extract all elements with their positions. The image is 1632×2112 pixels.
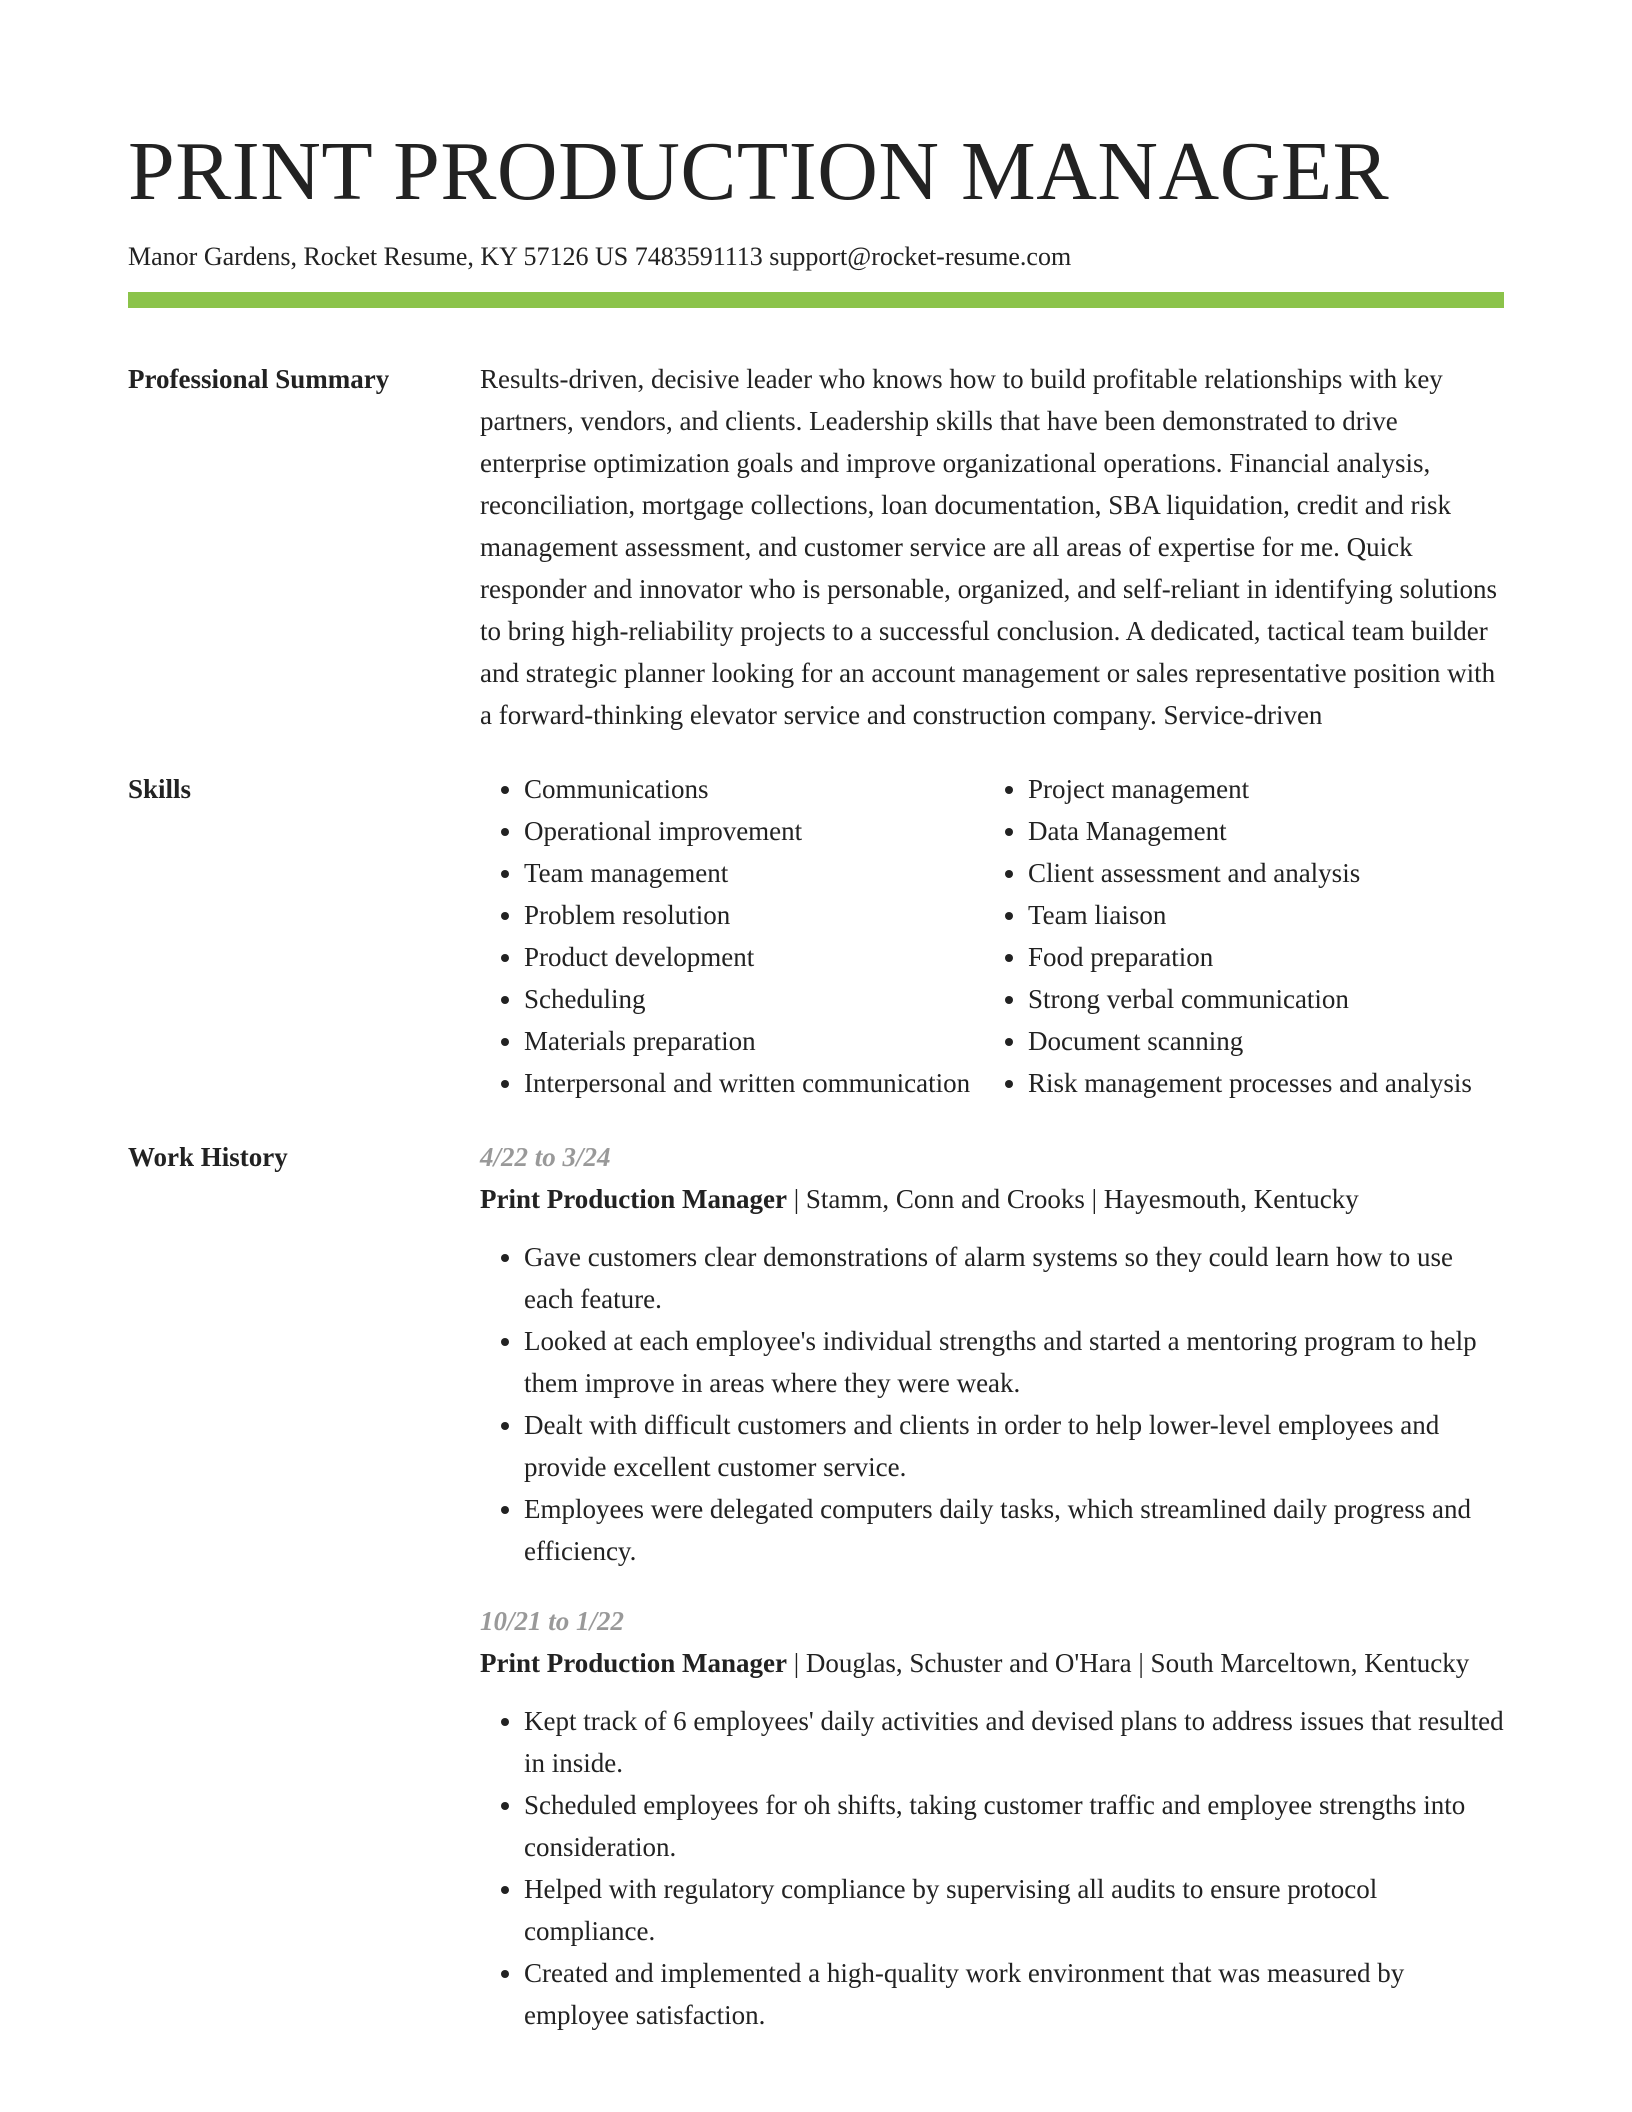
- accent-divider: [128, 292, 1504, 308]
- work-history-content: [480, 1136, 1504, 2064]
- skills-heading: Skills: [128, 774, 192, 804]
- job-entry: [480, 1600, 1504, 2036]
- skill-item: • Data Management: [1028, 810, 1504, 852]
- contact-address: Manor Gardens, Rocket Resume, KY 57126 US: [128, 242, 629, 271]
- summary-section: [128, 358, 1504, 736]
- skill-item: • Problem resolution: [524, 894, 984, 936]
- job-entry: [480, 1136, 1504, 1572]
- job-bullets: [480, 1700, 1504, 2036]
- skill-item: • Interpersonal and written communication: [524, 1062, 984, 1104]
- contact-email: support@rocket-resume.com: [769, 242, 1072, 271]
- skill-item: • Scheduling: [524, 978, 984, 1020]
- skill-item: • Communications: [524, 768, 984, 810]
- skill-item: • Operational improvement: [524, 810, 984, 852]
- job-bullet: • Scheduled employees for oh shifts, taking customer traffic and employee strengths into consideration.: [524, 1784, 1504, 1868]
- job-bullet: • Looked at each employee's individual strengths and started a mentoring program to help them improve in areas where they were weak.: [524, 1320, 1504, 1404]
- summary-content: [480, 358, 1504, 736]
- job-title: Print Production Manager: [480, 1648, 787, 1678]
- job-bullet: • Kept track of 6 employees' daily activities and devised plans to address issues that resulted in inside.: [524, 1700, 1504, 1784]
- skills-columns: [480, 768, 1504, 1104]
- job-dates: 4/22 to 3/24: [480, 1142, 611, 1172]
- skills-column-1: [480, 768, 984, 1104]
- work-history-heading: Work History: [128, 1142, 288, 1172]
- job-dates: 10/21 to 1/22: [480, 1606, 625, 1636]
- skill-item: • Project management: [1028, 768, 1504, 810]
- resume-title: PRINT PRODUCTION MANAGER: [128, 125, 1390, 218]
- skills-column-2: [984, 768, 1504, 1104]
- skills-section: [128, 768, 1504, 1104]
- job-bullet: • Gave customers clear demonstrations of alarm systems so they could learn how to use each feature.: [524, 1236, 1504, 1320]
- skill-item: • Food preparation: [1028, 936, 1504, 978]
- job-heading-line: [480, 1178, 1504, 1220]
- skill-item: • Strong verbal communication: [1028, 978, 1504, 1020]
- job-details: | Douglas, Schuster and O'Hara | South Marceltown, Kentucky: [786, 1648, 1470, 1678]
- skill-item: • Product development: [524, 936, 984, 978]
- job-bullet: • Helped with regulatory compliance by supervising all audits to ensure protocol compliance.: [524, 1868, 1504, 1952]
- skill-item: • Client assessment and analysis: [1028, 852, 1504, 894]
- skill-item: • Risk management processes and analysis: [1028, 1062, 1504, 1104]
- job-heading-line: [480, 1642, 1504, 1684]
- skill-item: • Team management: [524, 852, 984, 894]
- job-bullet: • Dealt with difficult customers and clients in order to help lower-level employees and provide excellent customer service.: [524, 1404, 1504, 1488]
- skill-item: • Materials preparation: [524, 1020, 984, 1062]
- work-history-section: [128, 1136, 1504, 2064]
- job-bullet: • Created and implemented a high-quality work environment that was measured by employee satisfaction.: [524, 1952, 1504, 2036]
- summary-text: Results-driven, decisive leader who knows how to build profitable relationships with key partners, vendors, and clients. Leadership skills that have been demonstrated to drive enterprise optimization goals and improve organizational operations. Financial analysis, reconciliation, mortgage collections, loan documentation, SBA liquidation, credit and risk management assessment, and customer service are all areas of expertise for me. Quick responder and innovator who is personable, organized, and self-reliant in identifying solutions to bring high-reliability projects to a successful conclusion. A dedicated, tactical team builder and strategic planner looking for an account management or sales representative position with a forward-thinking elevator service and construction company. Service-driven: [480, 364, 1498, 730]
- job-title: Print Production Manager: [480, 1184, 787, 1214]
- job-bullets: [480, 1236, 1504, 1572]
- resume-page: [128, 122, 1504, 2064]
- skill-item: • Document scanning: [1028, 1020, 1504, 1062]
- contact-phone: 7483591113: [634, 242, 763, 271]
- contact-line: [128, 240, 1504, 274]
- summary-heading: Professional Summary: [128, 364, 390, 394]
- job-bullet: • Employees were delegated computers daily tasks, which streamlined daily progress and efficiency.: [524, 1488, 1504, 1572]
- skill-item: • Team liaison: [1028, 894, 1504, 936]
- job-details: | Stamm, Conn and Crooks | Hayesmouth, Kentucky: [786, 1184, 1359, 1214]
- skills-content: [480, 768, 1504, 1104]
